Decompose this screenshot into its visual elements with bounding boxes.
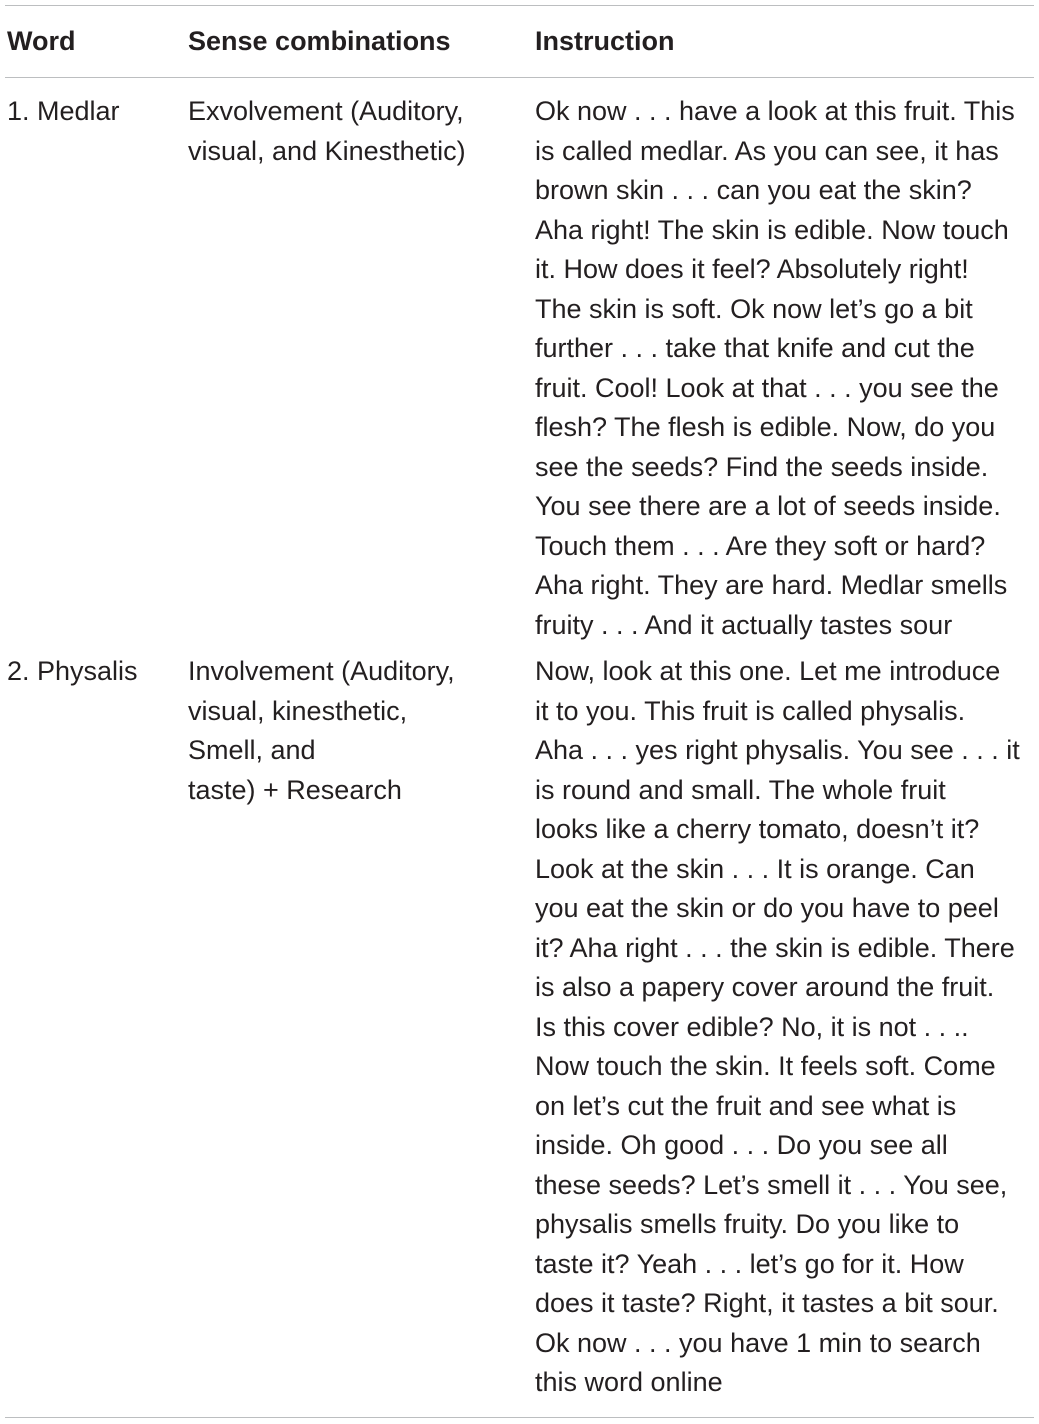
- instruction-line: it to you. This fruit is called physalis.: [535, 695, 966, 726]
- header-instruction: Instruction: [535, 26, 675, 56]
- instruction-line: brown skin . . . can you eat the skin?: [535, 175, 972, 205]
- bottom-rule: [5, 1417, 1034, 1418]
- instruction-line: Look at the skin . . . It is orange. Can: [535, 853, 975, 884]
- instruction-line: see the seeds? Find the seeds inside.: [535, 451, 989, 482]
- sense-cell: [188, 92, 466, 171]
- top-rule: [5, 5, 1034, 6]
- instruction-line: Touch them . . . Are they soft or hard?: [535, 530, 986, 561]
- instruction-line: fruit. Cool! Look at that . . . you see the: [535, 372, 999, 403]
- instruction-cell: [535, 92, 1015, 645]
- sense-line: visual, and Kinesthetic): [188, 135, 466, 166]
- instruction-line: these seeds? Let’s smell it . . . You see,: [535, 1169, 1008, 1200]
- instruction-line: The skin is soft. Ok now let’s go a bit: [535, 293, 973, 324]
- sense-line: Involvement (Auditory,: [188, 656, 455, 686]
- instruction-line: you eat the skin or do you have to peel: [535, 893, 999, 923]
- instruction-line: inside. Oh good . . . Do you see all: [535, 1130, 948, 1160]
- instruction-line: Now touch the skin. It feels soft. Come: [535, 1051, 996, 1081]
- instruction-cell: [535, 652, 1020, 1403]
- instruction-line: Aha right. They are hard. Medlar smells: [535, 570, 1008, 600]
- instruction-line: it? Aha right . . . the skin is edible. There: [535, 932, 1015, 963]
- header-sense-combinations: Sense combinations: [188, 26, 451, 56]
- sense-line: Exvolvement (Auditory,: [188, 96, 464, 126]
- instruction-line: further . . . take that knife and cut the: [535, 333, 975, 363]
- sense-cell: [188, 652, 455, 810]
- instruction-line: it. How does it feel? Absolutely right!: [535, 254, 969, 284]
- header-word: Word: [7, 26, 76, 56]
- instruction-line: Ok now . . . you have 1 min to search: [535, 1327, 981, 1358]
- instruction-line: taste it? Yeah . . . let’s go for it. How: [535, 1248, 964, 1279]
- instruction-line: is called medlar. As you can see, it has: [535, 135, 999, 166]
- instruction-line: does it taste? Right, it tastes a bit sour.: [535, 1288, 999, 1318]
- instruction-line: is round and small. The whole fruit: [535, 774, 946, 805]
- instruction-line: Now, look at this one. Let me introduce: [535, 656, 1001, 686]
- instruction-line: this word online: [535, 1367, 723, 1397]
- instruction-line: on let’s cut the fruit and see what is: [535, 1090, 957, 1121]
- instruction-line: flesh? The flesh is edible. Now, do you: [535, 412, 996, 442]
- instruction-line: looks like a cherry tomato, doesn’t it?: [535, 814, 980, 844]
- word-cell: 2. Physalis: [7, 656, 138, 686]
- instruction-line: Aha right! The skin is edible. Now touch: [535, 214, 1009, 245]
- word-cell: 1. Medlar: [7, 96, 120, 126]
- sense-line: taste) + Research: [188, 774, 402, 805]
- instruction-line: is also a papery cover around the fruit.: [535, 972, 995, 1002]
- header-rule: [5, 77, 1034, 78]
- instruction-line: physalis smells fruity. Do you like to: [535, 1209, 960, 1239]
- instruction-line: You see there are a lot of seeds inside.: [535, 491, 1001, 521]
- instruction-line: fruity . . . And it actually tastes sour: [535, 609, 953, 640]
- sense-line: Smell, and: [188, 735, 316, 765]
- instruction-line: Ok now . . . have a look at this fruit. This: [535, 96, 1015, 126]
- instruction-line: Is this cover edible? No, it is not . . ..: [535, 1011, 969, 1042]
- sense-line: visual, kinesthetic,: [188, 695, 408, 726]
- instruction-line: Aha . . . yes right physalis. You see . . . it: [535, 735, 1020, 765]
